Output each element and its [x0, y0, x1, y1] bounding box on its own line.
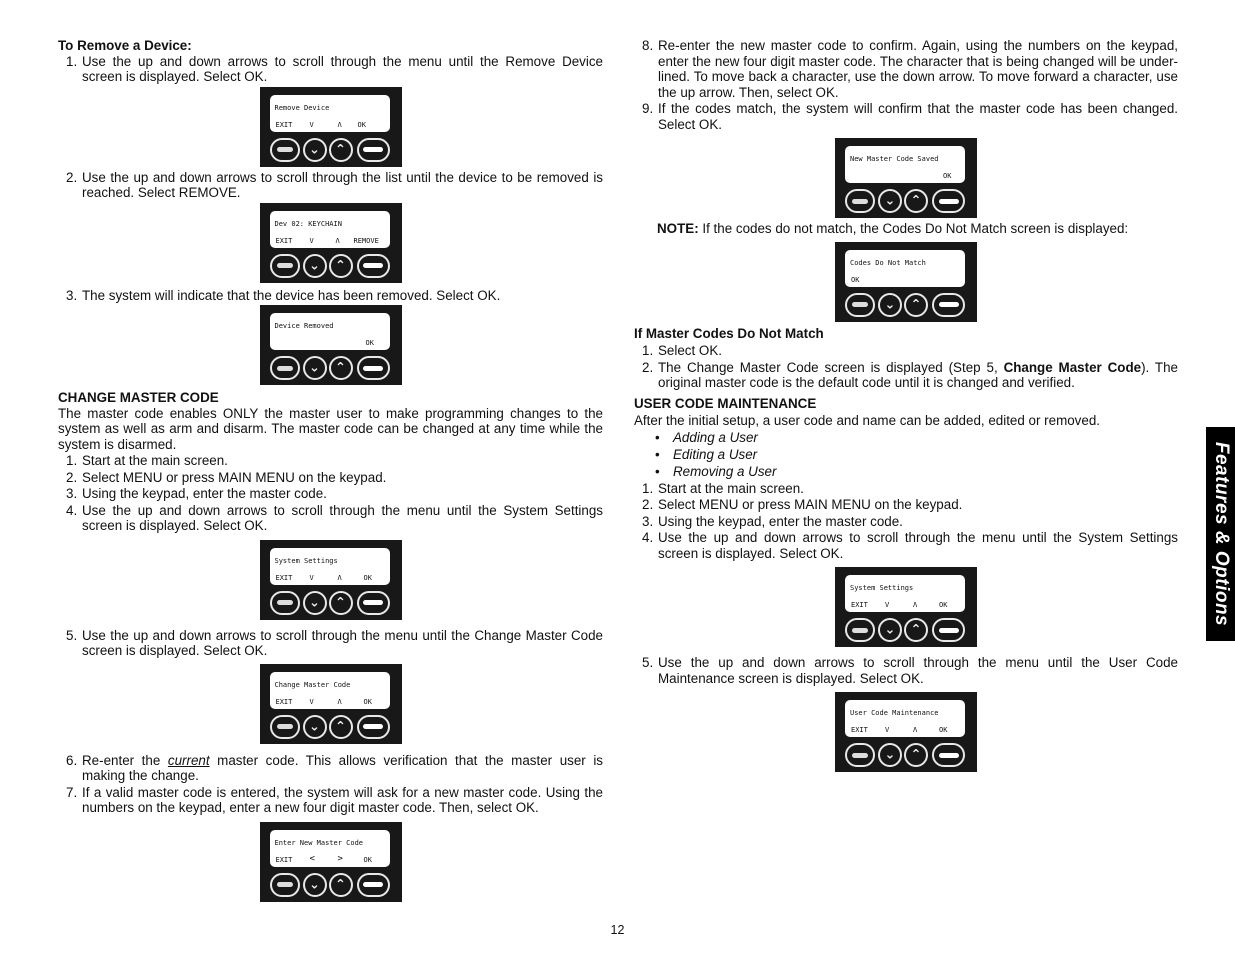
lcd-exit: EXIT	[275, 236, 293, 245]
step-number: 1.	[642, 480, 654, 496]
chevron-down-icon: ⌄	[309, 877, 320, 892]
up-arrow-button	[329, 873, 353, 897]
lcd-screen	[270, 672, 390, 709]
step-number: 1.	[642, 343, 654, 358]
step-text: The Change Master Code screen is displayed (Step 5,	[658, 359, 1004, 375]
lcd-ok: OK	[943, 172, 952, 180]
step-text-bold: Change Master Code	[1003, 359, 1142, 375]
step-text: Use the up and down arrows to scroll through the menu until the System Settings screen is displayed. Select OK.	[658, 530, 1178, 561]
lcd-line1: Dev 02: KEYCHAIN	[274, 219, 342, 228]
chevron-down-icon: ⌄	[884, 297, 896, 312]
list-item	[634, 343, 1178, 359]
list-item	[634, 360, 1178, 391]
list-item	[58, 170, 603, 201]
lcd-line1: System Settings	[274, 556, 338, 565]
user-code-maintenance-intro: After the initial setup, a user code and name can be added, edited or removed.	[634, 413, 1100, 428]
chevron-up-icon: ⌃	[910, 297, 922, 312]
step-number: 4.	[642, 530, 654, 545]
left-softkey-button	[270, 873, 300, 897]
lcd-forward: >	[337, 853, 343, 864]
step-number: 2.	[642, 497, 654, 512]
bullet-icon: •	[655, 429, 660, 445]
lcd-screen	[270, 830, 390, 867]
lcd-ok: OK	[363, 855, 372, 864]
lcd-screen	[845, 146, 965, 183]
lcd-back: <	[309, 853, 315, 864]
step-text: Using the keypad, enter the master code.	[658, 513, 903, 529]
chevron-down-icon: ⌄	[884, 193, 896, 209]
lcd-down: V	[309, 573, 314, 582]
right-softkey-button	[932, 618, 965, 642]
lcd-line1: Remove Device	[274, 103, 330, 112]
lcd-line1: New Master Code Saved	[850, 155, 939, 163]
keypad-display-device-removed	[260, 305, 402, 385]
up-arrow-button	[329, 138, 353, 162]
up-arrow-button	[904, 743, 928, 767]
step-text: Start at the main screen.	[82, 453, 228, 468]
chevron-down-icon: ⌄	[884, 622, 896, 638]
lcd-exit: EXIT	[275, 697, 293, 706]
up-arrow-button	[904, 293, 928, 317]
left-softkey-button	[270, 356, 300, 380]
change-master-code-intro: The master code enables ONLY the master user to make programming changes to the system as well as arm and disarm. The master code can be changed at any time while the system is disarmed.	[58, 405, 603, 452]
left-softkey-button	[845, 743, 875, 767]
right-softkey-button	[357, 591, 390, 615]
right-softkey-button	[357, 873, 390, 897]
bullet-icon: •	[655, 446, 660, 462]
step-number: 2.	[66, 169, 78, 185]
step-text: Use the up and down arrows to scroll through the menu until the User Code Maintenance screen is displayed. Select OK.	[658, 655, 1178, 686]
down-arrow-button	[303, 591, 327, 615]
step-number: 4.	[66, 502, 78, 518]
chevron-up-icon: ⌃	[910, 622, 922, 638]
user-code-maintenance-heading: USER CODE MAINTENANCE	[634, 395, 817, 411]
step-text: Use the up and down arrows to scroll through the menu until the Remove Device screen is displayed. Select OK.	[82, 53, 603, 84]
step-text: Use the up and down arrows to scroll through the menu until the Change Master Code screen is displayed. Select OK.	[82, 627, 603, 658]
list-item	[58, 54, 603, 85]
chevron-down-icon: ⌄	[309, 258, 320, 273]
down-arrow-button	[303, 254, 327, 278]
lcd-exit: EXIT	[275, 573, 293, 582]
lcd-remove: REMOVE	[353, 236, 379, 245]
down-arrow-button	[303, 138, 327, 162]
lcd-ok: OK	[851, 275, 860, 284]
chevron-down-icon: ⌄	[309, 719, 320, 734]
step-text: The system will indicate that the device has been removed. Select OK.	[82, 287, 501, 303]
list-item	[58, 288, 603, 304]
lcd-up: Λ	[335, 236, 340, 245]
left-softkey-button	[845, 618, 875, 642]
step-text: Select MENU or press MAIN MENU on the keypad.	[82, 469, 387, 485]
keypad-display-dev-keychain	[260, 203, 402, 283]
step-text: ). The original master code is the default code until it is changed and verified.	[658, 359, 1178, 390]
lcd-down: V	[885, 726, 890, 734]
lcd-exit: EXIT	[851, 601, 868, 609]
lcd-screen	[845, 575, 965, 612]
up-arrow-button	[329, 715, 353, 739]
left-softkey-button	[270, 138, 300, 162]
lcd-line1: System Settings	[850, 584, 914, 592]
left-softkey-button	[845, 189, 875, 213]
lcd-ok: OK	[363, 697, 372, 706]
down-arrow-button	[303, 356, 327, 380]
list-item	[58, 753, 603, 784]
keypad-display-new-master-code-saved	[835, 138, 977, 218]
step-text: master code. This allows verification that the master user is making the change.	[82, 752, 603, 783]
bullet-item	[634, 446, 1178, 463]
step-number: 2.	[642, 359, 654, 375]
chevron-up-icon: ⌃	[335, 360, 346, 376]
keypad-display-system-settings	[260, 540, 402, 620]
lcd-exit: EXIT	[275, 855, 293, 864]
left-softkey-button	[270, 254, 300, 278]
chevron-up-icon: ⌃	[335, 142, 346, 157]
right-softkey-button	[932, 293, 965, 317]
lcd-screen	[270, 548, 390, 585]
list-item	[58, 486, 603, 502]
keypad-display-codes-do-not-match	[835, 242, 977, 322]
left-softkey-button	[845, 293, 875, 317]
down-arrow-button	[878, 293, 902, 317]
right-softkey-button	[932, 743, 965, 767]
bullet-text: Adding a User	[673, 429, 758, 445]
up-arrow-button	[329, 591, 353, 615]
note-paragraph	[634, 221, 1178, 237]
lcd-screen	[270, 211, 390, 248]
keypad-display-remove-device	[260, 87, 402, 167]
lcd-ok: OK	[939, 601, 948, 609]
step-number: 5.	[66, 627, 78, 643]
step-number: 1.	[66, 453, 78, 468]
lcd-down: V	[885, 601, 890, 609]
bullet-icon: •	[655, 463, 660, 479]
lcd-down: V	[309, 236, 314, 245]
list-item	[634, 481, 1178, 497]
lcd-ok: OK	[939, 726, 948, 734]
up-arrow-button	[329, 254, 353, 278]
step-number: 7.	[66, 784, 78, 800]
step-number: 3.	[66, 486, 78, 501]
lcd-exit: EXIT	[851, 726, 868, 734]
chevron-up-icon: ⌃	[335, 719, 346, 734]
chevron-down-icon: ⌄	[309, 142, 320, 157]
lcd-screen	[845, 700, 965, 737]
lcd-line1: Change Master Code	[274, 680, 351, 689]
chevron-down-icon: ⌄	[309, 360, 320, 376]
left-softkey-button	[270, 591, 300, 615]
step-text: Re-enter the new master code to confirm. Again, using the numbers on the keypad, enter the new four digit master code. The character that is being changed will be under-lined. To move back a character, use the down arrow. To move forward a character, use the up arrow. Then, select OK.	[658, 38, 1178, 100]
right-softkey-button	[357, 356, 390, 380]
bullet-item	[634, 463, 1178, 480]
lcd-screen	[845, 250, 965, 287]
chevron-down-icon: ⌄	[884, 747, 896, 763]
left-column	[58, 38, 603, 905]
lcd-up: Λ	[913, 726, 918, 734]
list-item	[58, 628, 603, 659]
page-number: 12	[610, 923, 625, 937]
chevron-up-icon: ⌃	[335, 877, 346, 892]
chevron-down-icon: ⌄	[309, 595, 320, 610]
note-text: If the codes do not match, the Codes Do Not Match screen is displayed:	[698, 221, 1129, 236]
remove-device-heading: To Remove a Device:	[58, 38, 192, 53]
bullet-text: Editing a User	[673, 446, 758, 462]
up-arrow-button	[904, 618, 928, 642]
step-number: 1.	[66, 53, 78, 69]
lcd-line1: Device Removed	[274, 322, 334, 330]
up-arrow-button	[329, 356, 353, 380]
step-text: Use the up and down arrows to scroll through the list until the device to be removed is reached. Select REMOVE.	[82, 169, 603, 200]
list-item	[58, 453, 603, 469]
note-label: NOTE:	[657, 221, 699, 236]
up-arrow-button	[904, 189, 928, 213]
lcd-ok: OK	[363, 573, 372, 582]
lcd-ok: OK	[365, 339, 374, 347]
right-softkey-button	[357, 138, 390, 162]
list-item	[634, 101, 1178, 132]
list-item	[634, 497, 1178, 513]
lcd-ok: OK	[357, 120, 366, 129]
lcd-exit: EXIT	[275, 120, 293, 129]
section-side-tab	[1206, 427, 1235, 641]
chevron-up-icon: ⌃	[335, 595, 346, 610]
lcd-up: Λ	[913, 601, 918, 609]
step-text: Use the up and down arrows to scroll through the menu until the System Settings screen is displayed. Select OK.	[82, 502, 603, 533]
lcd-line1: Enter New Master Code	[274, 838, 364, 847]
step-number: 8.	[642, 38, 654, 53]
list-item	[634, 655, 1178, 686]
right-softkey-button	[932, 189, 965, 213]
step-number: 5.	[642, 655, 654, 670]
lcd-screen	[270, 313, 390, 350]
keypad-display-system-settings	[835, 567, 977, 647]
down-arrow-button	[878, 743, 902, 767]
step-text: Select MENU or press MAIN MENU on the keypad.	[658, 497, 963, 512]
keypad-display-change-master-code	[260, 664, 402, 744]
list-item	[634, 514, 1178, 530]
bullet-text: Removing a User	[673, 463, 777, 479]
lcd-up: Λ	[337, 120, 342, 129]
no-match-heading: If Master Codes Do Not Match	[634, 325, 824, 341]
lcd-down: V	[309, 120, 314, 129]
lcd-screen	[270, 95, 390, 132]
chevron-up-icon: ⌃	[910, 747, 922, 763]
left-softkey-button	[270, 715, 300, 739]
list-item	[634, 530, 1178, 561]
keypad-display-enter-new-master-code	[260, 822, 402, 902]
step-number: 9.	[642, 101, 654, 116]
step-text: Start at the main screen.	[658, 480, 804, 496]
list-item	[58, 785, 603, 816]
bullet-item	[634, 429, 1178, 446]
step-number: 3.	[66, 287, 78, 303]
right-column	[634, 38, 1178, 775]
down-arrow-button	[878, 618, 902, 642]
step-number: 2.	[66, 469, 78, 485]
change-master-code-heading: CHANGE MASTER CODE	[58, 390, 219, 405]
keypad-display-user-code-maintenance	[835, 692, 977, 772]
lcd-line1: User Code Maintenance	[850, 709, 939, 717]
right-softkey-button	[357, 254, 390, 278]
step-text: Using the keypad, enter the master code.	[82, 486, 327, 501]
lcd-down: V	[309, 697, 314, 706]
chevron-up-icon: ⌃	[910, 193, 922, 209]
step-text: If the codes match, the system will confirm that the master code has been changed. Select OK.	[658, 101, 1178, 132]
down-arrow-button	[303, 715, 327, 739]
list-item	[634, 38, 1178, 100]
step-number: 6.	[66, 752, 78, 768]
step-number: 3.	[642, 513, 654, 529]
side-tab-label: Features & Options	[1210, 441, 1232, 627]
step-text: Re-enter the	[82, 752, 168, 768]
list-item	[58, 503, 603, 534]
emphasis-current: current	[167, 752, 210, 768]
down-arrow-button	[303, 873, 327, 897]
lcd-line1: Codes Do Not Match	[850, 258, 926, 267]
lcd-up: Λ	[337, 697, 342, 706]
step-text: If a valid master code is entered, the system will ask for a new master code. Using the numbers on the keypad, enter a new four digit master code. Then, select OK.	[82, 784, 603, 815]
list-item	[58, 470, 603, 486]
lcd-up: Λ	[337, 573, 342, 582]
right-softkey-button	[357, 715, 390, 739]
down-arrow-button	[878, 189, 902, 213]
step-text: Select OK.	[658, 343, 723, 358]
chevron-up-icon: ⌃	[335, 258, 346, 273]
